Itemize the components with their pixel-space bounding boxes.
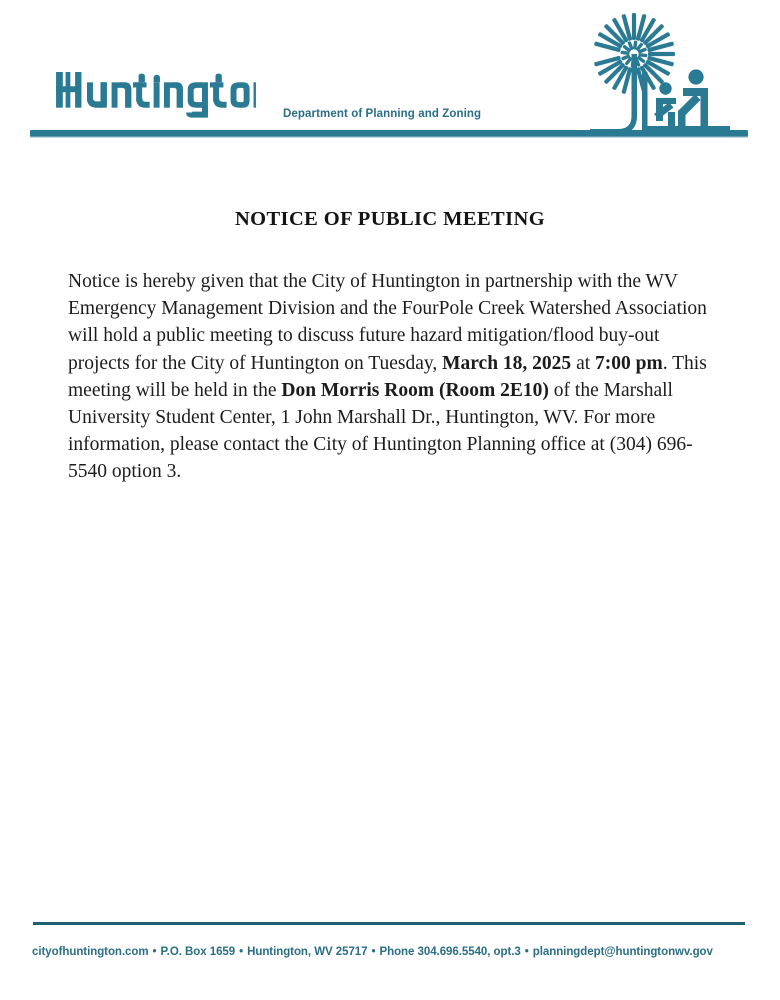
footer-separator-icon: •	[371, 946, 376, 958]
footer-contact-line	[32, 946, 748, 958]
body-segment-held: . This meeting will be held in the	[68, 352, 707, 401]
footer-email[interactable]: planningdept@huntingtonwv.gov	[532, 946, 713, 958]
footer-separator-icon: •	[152, 946, 157, 958]
body-meeting-time: 7:00 pm	[595, 352, 663, 374]
body-segment-at: at	[571, 352, 596, 374]
huntington-wordmark	[30, 72, 282, 130]
body-meeting-date: March 18, 2025	[442, 352, 572, 374]
footer-divider	[33, 922, 745, 925]
footer-po-box: P.O. Box 1659	[160, 946, 236, 958]
body-segment-intro: Notice is hereby given that the City of Huntington in partnership with the WV Emergency Management Division and the FourPole Creek Watershed Association will hold a public meeting to discuss future hazard mitigation/flood buy-out projects for the City of Huntington on Tuesday,	[68, 271, 707, 374]
footer-separator-icon: •	[524, 946, 529, 958]
footer-phone: Phone 304.696.5540, opt.3	[379, 946, 521, 958]
footer-city-state-zip: Huntington, WV 25717	[247, 946, 368, 958]
department-subtitle: Department of Planning and Zoning	[283, 108, 482, 120]
header-divider-shadow	[30, 136, 748, 138]
footer-separator-icon: •	[239, 946, 244, 958]
letterhead	[0, 0, 780, 160]
footer-website[interactable]: cityofhuntington.com	[32, 946, 149, 958]
notice-body	[68, 268, 718, 486]
huntington-tree-logo	[590, 8, 730, 136]
body-meeting-room: Don Morris Room (Room 2E10)	[281, 379, 549, 401]
body-segment-location: of the Marshall University Student Center, 1 John Marshall Dr., Huntington, WV. For more information, please contact the City of Huntington Planning office at (304) 696-5540 option 3.	[68, 379, 693, 483]
page-title: NOTICE OF PUBLIC MEETING	[234, 208, 546, 230]
